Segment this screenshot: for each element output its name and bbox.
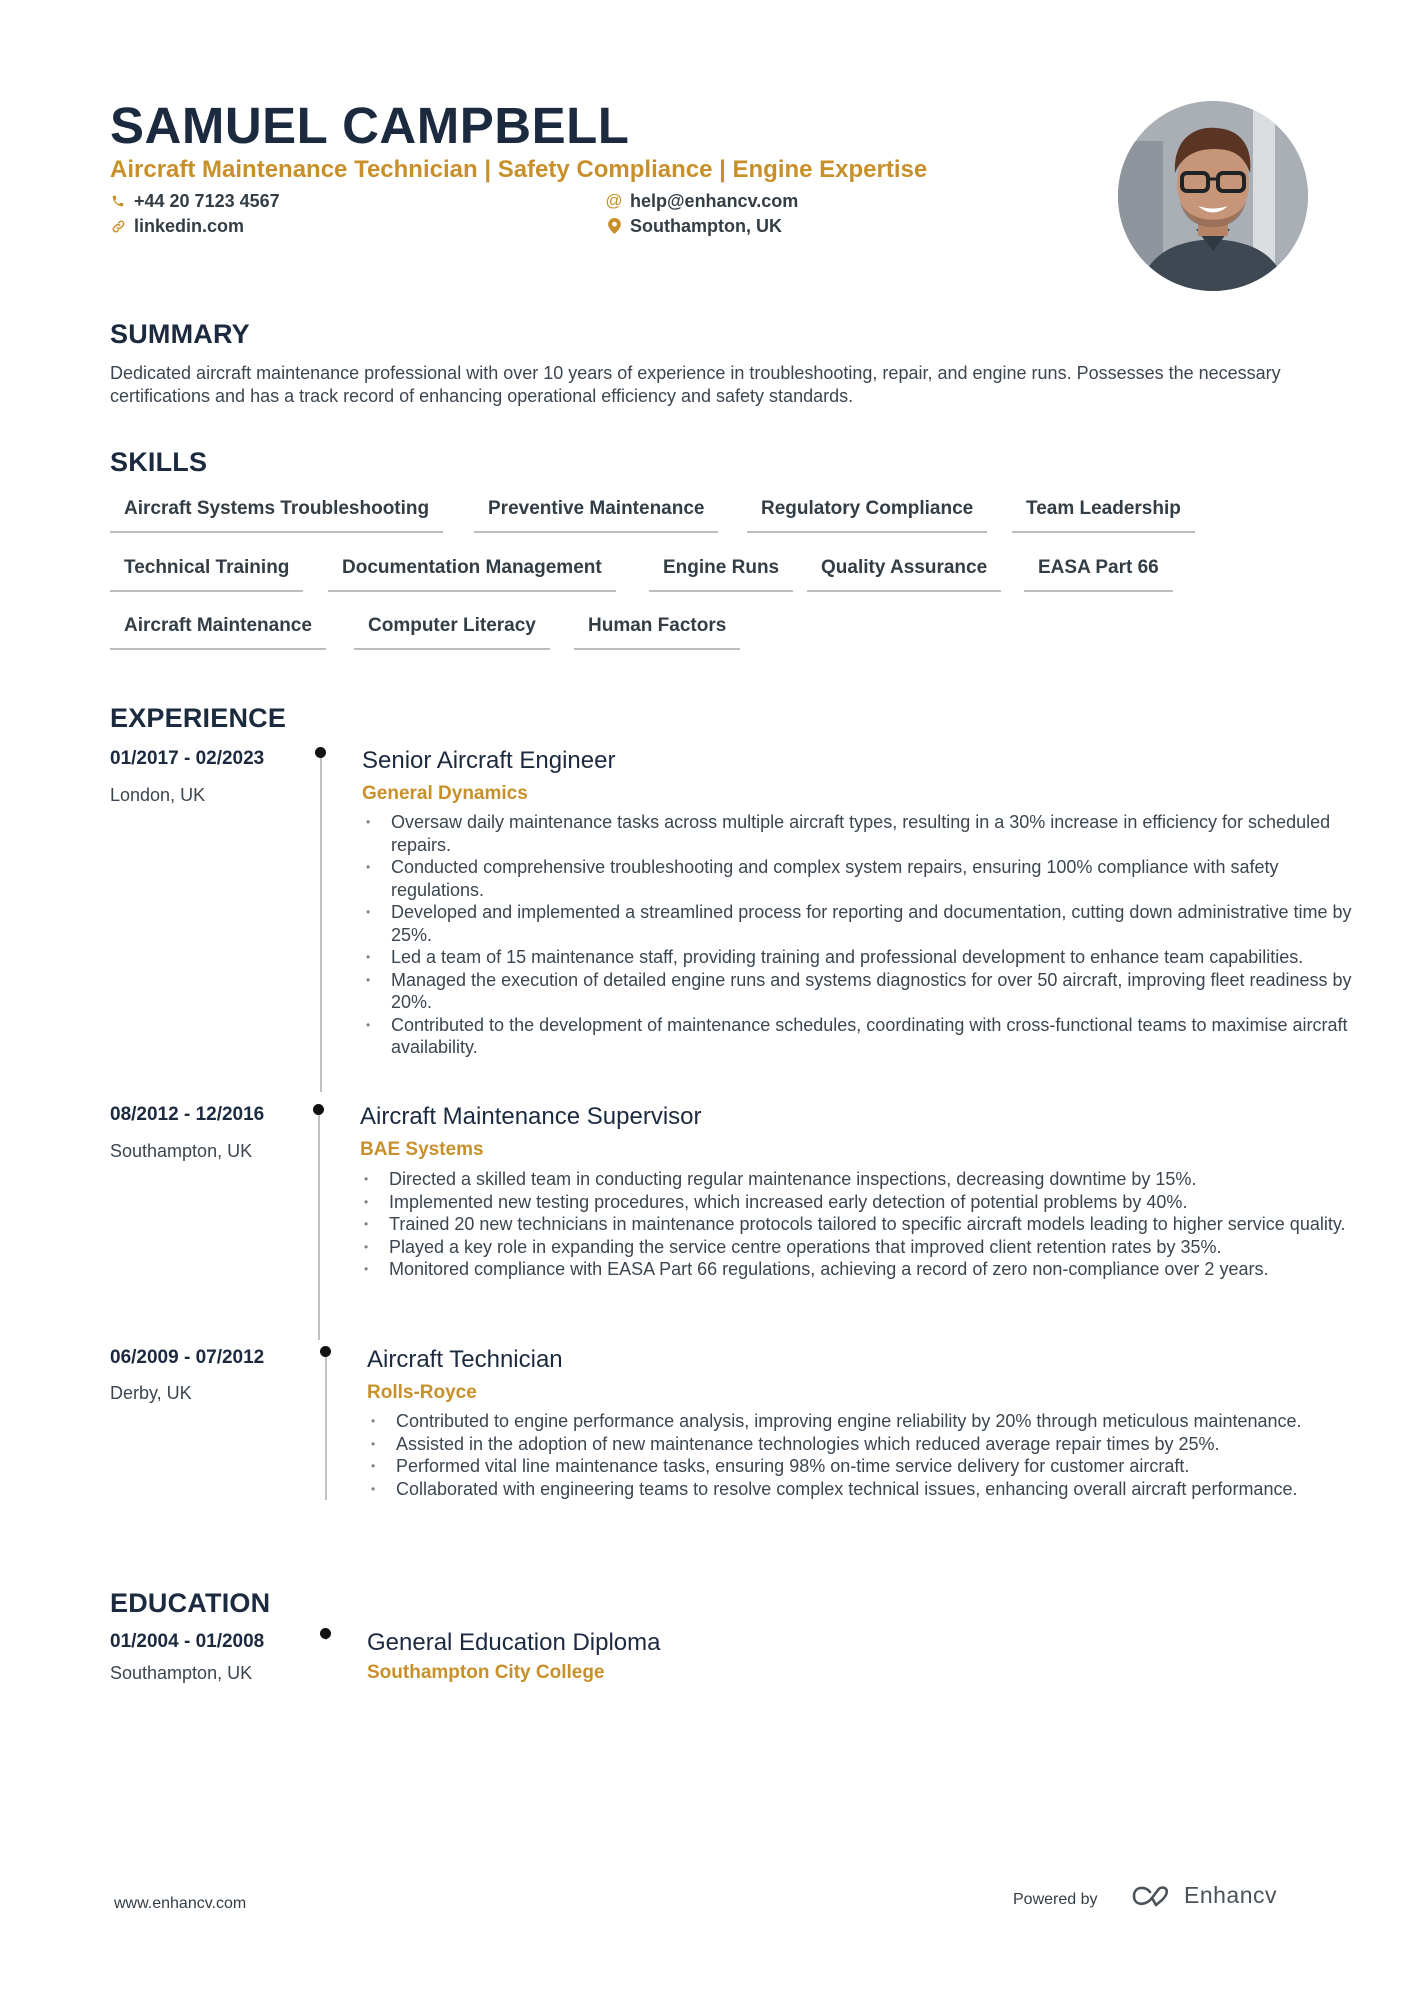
job-title: Senior Aircraft Engineer <box>362 747 616 774</box>
phone-icon <box>110 193 126 209</box>
skill-tag: Technical Training <box>110 556 303 592</box>
skill-tag: Engine Runs <box>649 556 793 592</box>
bullet-item: • Managed the execution of detailed engine runs and systems diagnostics for over 50 aircraft, improving fleet readiness by 20%. <box>362 969 1362 1014</box>
bullet-item: • Led a team of 15 maintenance staff, providing training and professional development to enhance team capabilities. <box>362 946 1362 969</box>
bullet-item: • Contributed to the development of maintenance schedules, coordinating with cross-functional teams to maximise aircraft availability. <box>362 1014 1362 1059</box>
skill-tag: Aircraft Systems Troubleshooting <box>110 497 443 533</box>
linkedin-text[interactable]: linkedin.com <box>134 216 245 236</box>
company-name: Rolls-Royce <box>367 1382 477 1403</box>
location-text: Southampton, UK <box>630 216 782 236</box>
bullet-item: • Monitored compliance with EASA Part 66 regulations, achieving a record of zero non-compliance over 2 years. <box>360 1258 1360 1281</box>
skills-heading: SKILLS <box>110 447 208 477</box>
contact-phone <box>110 190 280 212</box>
bullet-item: • Collaborated with engineering teams to resolve complex technical issues, enhancing overall aircraft performance. <box>367 1478 1367 1501</box>
bullet-item: • Developed and implemented a streamlined process for reporting and documentation, cutting down administrative time by 25%. <box>362 901 1362 946</box>
degree-title: General Education Diploma <box>367 1629 661 1656</box>
education-location: Southampton, UK <box>110 1663 253 1683</box>
link-icon <box>110 218 126 234</box>
avatar-illustration <box>1118 101 1308 291</box>
skill-tag: Quality Assurance <box>807 556 1001 592</box>
bullet-item: • Conducted comprehensive troubleshooting and complex system repairs, ensuring 100% compliance with safety regulations. <box>362 856 1362 901</box>
job-bullets <box>362 811 1362 1059</box>
bullet-item: • Trained 20 new technicians in maintenance protocols tailored to specific aircraft models leading to higher service quality. <box>360 1213 1360 1236</box>
profile-photo <box>1118 101 1308 291</box>
at-icon: @ <box>605 191 623 210</box>
skill-tag: Computer Literacy <box>354 614 550 650</box>
job-title: Aircraft Technician <box>367 1346 563 1373</box>
timeline-dot <box>320 1628 331 1639</box>
candidate-name: SAMUEL CAMPBELL <box>110 97 630 154</box>
education-dates: 01/2004 - 01/2008 <box>110 1631 265 1652</box>
email-text[interactable]: help@enhancv.com <box>630 191 799 211</box>
timeline-line <box>325 1350 327 1500</box>
enhancv-logo[interactable] <box>1130 1882 1277 1909</box>
company-name: BAE Systems <box>360 1139 484 1160</box>
bullet-item: • Implemented new testing procedures, which increased early detection of potential problems by 40%. <box>360 1191 1360 1214</box>
skill-tag: Team Leadership <box>1012 497 1195 533</box>
bullet-item: • Contributed to engine performance analysis, improving engine reliability by 20% through meticulous maintenance. <box>367 1410 1367 1433</box>
education-heading: EDUCATION <box>110 1588 271 1618</box>
bullet-item: • Oversaw daily maintenance tasks across multiple aircraft types, resulting in a 30% increase in efficiency for scheduled repairs. <box>362 811 1362 856</box>
bullet-item: • Performed vital line maintenance tasks, ensuring 98% on-time service delivery for customer aircraft. <box>367 1455 1367 1478</box>
timeline-dot <box>315 747 326 758</box>
skill-tag: Regulatory Compliance <box>747 497 987 533</box>
powered-by-label: Powered by <box>1013 1891 1098 1908</box>
skill-tag: Preventive Maintenance <box>474 497 718 533</box>
job-location: London, UK <box>110 785 206 805</box>
enhancv-logo-text: Enhancv <box>1184 1882 1278 1908</box>
candidate-headline: Aircraft Maintenance Technician | Safety Compliance | Engine Expertise <box>110 156 928 183</box>
bullet-item: • Played a key role in expanding the service centre operations that improved client retention rates by 35%. <box>360 1236 1360 1259</box>
job-dates: 06/2009 - 07/2012 <box>110 1347 265 1368</box>
summary-heading: SUMMARY <box>110 319 250 349</box>
footer-url[interactable]: www.enhancv.com <box>114 1895 247 1912</box>
timeline-line <box>320 752 322 1092</box>
job-bullets <box>367 1410 1367 1500</box>
contact-email[interactable] <box>606 190 798 212</box>
timeline-dot <box>320 1346 331 1357</box>
skill-tag: Human Factors <box>574 614 740 650</box>
contact-location <box>606 215 782 237</box>
skill-tag: Documentation Management <box>328 556 616 592</box>
summary-text: Dedicated aircraft maintenance professional with over 10 years of experience in troubleshooting, repair, and engine runs. Possesses the necessary certifications and has a track record of enhancing operational efficiency and safety standards. <box>110 363 1281 406</box>
bullet-item: • Assisted in the adoption of new maintenance technologies which reduced average repair times by 25%. <box>367 1433 1367 1456</box>
skill-tag: EASA Part 66 <box>1024 556 1173 592</box>
bullet-item: • Directed a skilled team in conducting regular maintenance inspections, decreasing downtime by 15%. <box>360 1168 1360 1191</box>
timeline-dot <box>313 1104 324 1115</box>
job-location: Southampton, UK <box>110 1141 253 1161</box>
skill-tag: Aircraft Maintenance <box>110 614 326 650</box>
location-pin-icon <box>606 218 622 234</box>
phone-text: +44 20 7123 4567 <box>134 191 280 211</box>
job-title: Aircraft Maintenance Supervisor <box>360 1103 702 1130</box>
contact-linkedin[interactable] <box>110 215 244 237</box>
job-dates: 01/2017 - 02/2023 <box>110 748 265 769</box>
timeline-line <box>318 1108 320 1340</box>
enhancv-logo-icon <box>1130 1884 1176 1908</box>
school-name: Southampton City College <box>367 1662 605 1683</box>
job-dates: 08/2012 - 12/2016 <box>110 1104 265 1125</box>
experience-heading: EXPERIENCE <box>110 703 287 733</box>
job-bullets <box>360 1168 1360 1281</box>
company-name: General Dynamics <box>362 783 528 804</box>
job-location: Derby, UK <box>110 1383 192 1403</box>
